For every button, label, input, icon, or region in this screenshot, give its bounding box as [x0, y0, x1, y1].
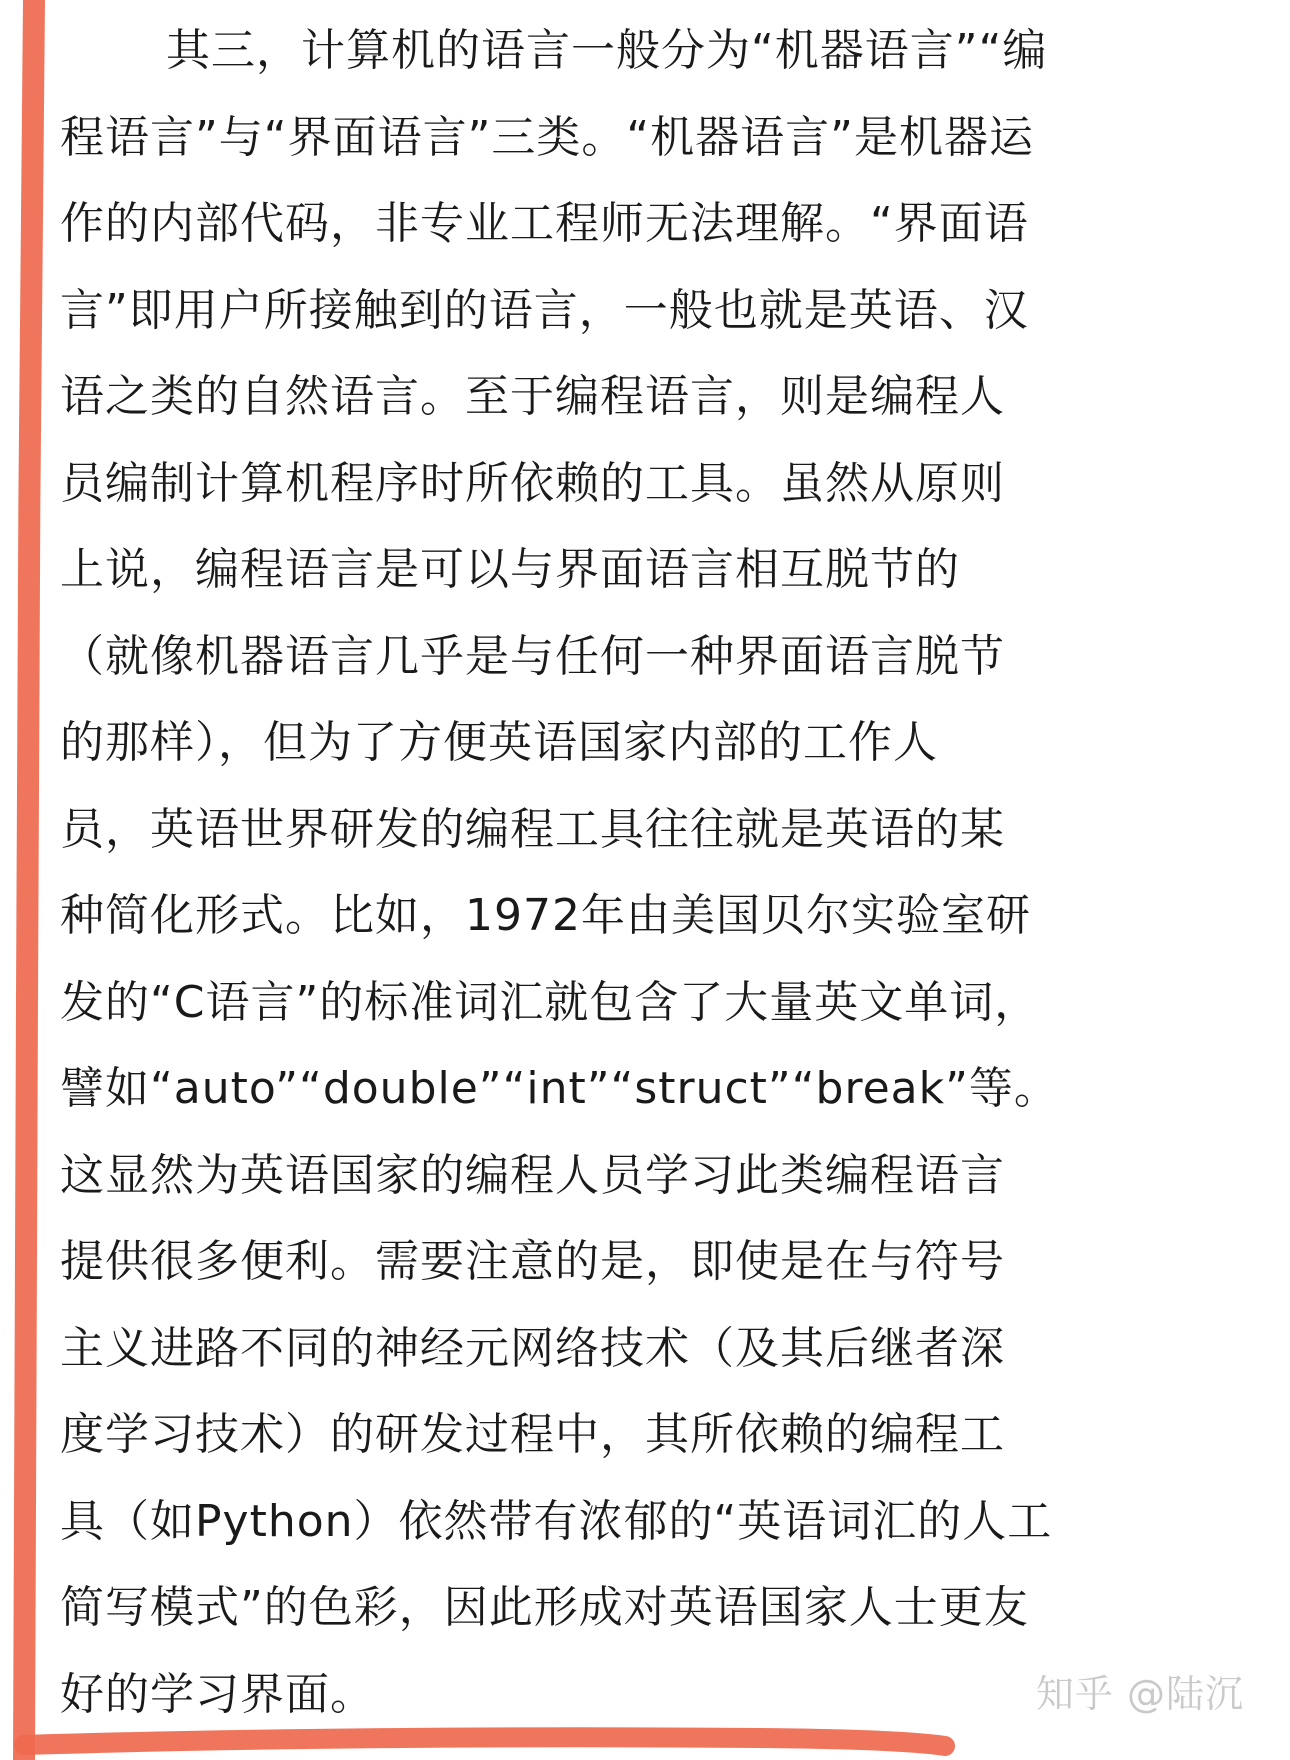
vertical-highlight-stroke: [24, 0, 34, 1760]
text-line: 语之类的自然语言。至于编程语言，则是编程人: [60, 371, 1005, 422]
text-line: 其三，计算机的语言一般分为“机器语言”“编: [166, 25, 1048, 76]
text-line: 上说，编程语言是可以与界面语言相互脱节的: [60, 544, 960, 595]
text-line: （就像机器语言几乎是与任何一种界面语言脱节: [60, 630, 1005, 682]
paragraph: [60, 8, 1220, 1738]
text-line: 的那样），但为了方便英语国家内部的工作人: [60, 717, 938, 768]
text-line: 种简化形式。比如，1972年由美国贝尔实验室研: [60, 890, 1031, 941]
text-line: 言”即用户所接触到的语言，一般也就是英语、汉: [60, 284, 1029, 336]
text-line: 主义进路不同的神经元网络技术（及其后继者深: [60, 1322, 1005, 1374]
text-line: 发的“C语言”的标准词汇就包含了大量英文单词，: [60, 976, 1040, 1028]
text-line: 这显然为英语国家的编程人员学习此类编程语言: [60, 1149, 1005, 1201]
text-line: 具（如Python）依然带有浓郁的“英语词汇的人工: [60, 1495, 1053, 1547]
text-line: 员编制计算机程序时所依赖的工具。虽然从原则: [60, 457, 1005, 509]
text-line: 程语言”与“界面语言”三类。“机器语言”是机器运: [60, 111, 1034, 163]
text-line: 员，英语世界研发的编程工具往往就是英语的某: [60, 803, 1005, 855]
text-line: 度学习技术）的研发过程中，其所依赖的编程工: [60, 1409, 1005, 1460]
text-line: 简写模式”的色彩，因此形成对英语国家人士更友: [60, 1582, 1029, 1633]
bottom-highlight-stroke: [24, 1737, 945, 1746]
text-line: 作的内部代码，非专业工程师无法理解。“界面语: [60, 198, 1029, 249]
text-line: 譬如“auto”“double”“int”“struct”“break”等。: [60, 1063, 1059, 1114]
zhihu-watermark: 知乎 @陆沉: [1035, 1672, 1244, 1716]
text-line: 提供很多便利。需要注意的是，即使是在与符号: [60, 1236, 1005, 1287]
text-line: 好的学习界面。: [60, 1668, 375, 1720]
